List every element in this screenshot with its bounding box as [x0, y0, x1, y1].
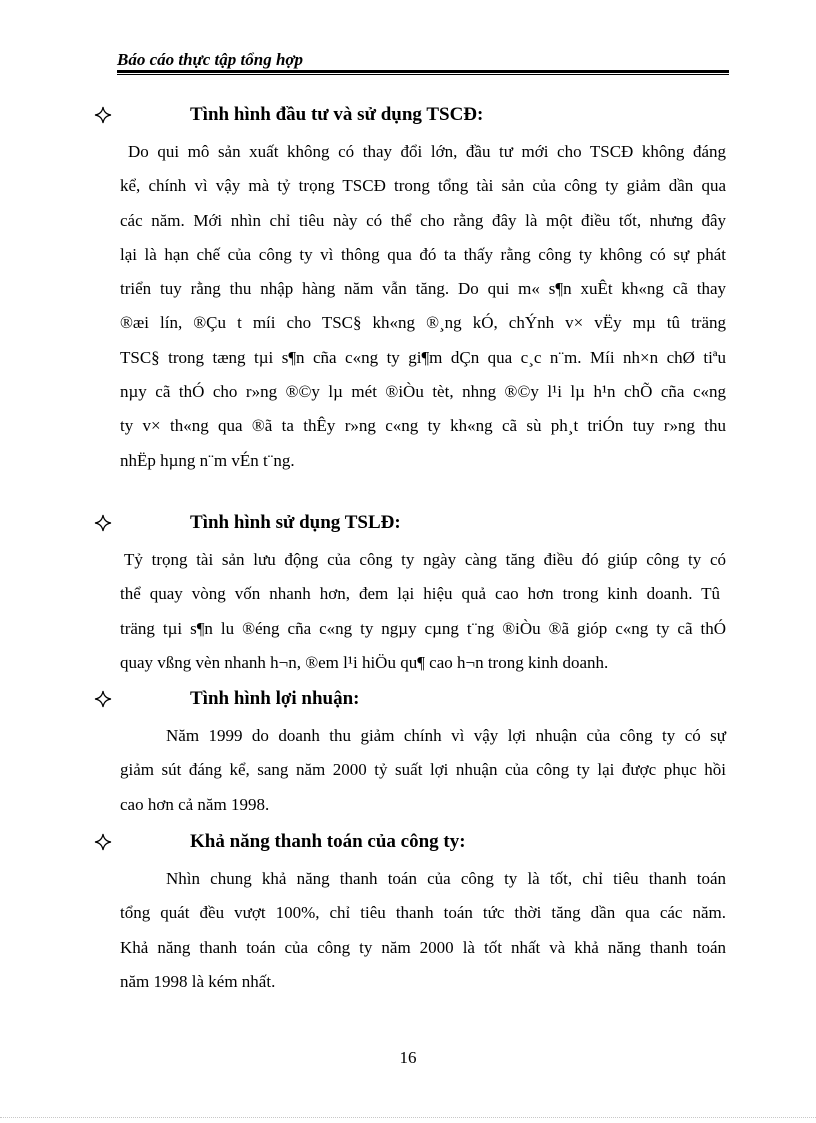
section-body-profit: [120, 719, 726, 822]
body-line: TSC§ trong tæng tµi s¶n cña c«ng ty gi¶m dÇn qua c¸c n¨m. Míi nh×n chØ tiªu: [120, 347, 726, 367]
body-line: nhËp hµng n¨m vÉn t¨ng.: [120, 450, 295, 470]
section-heading: [0, 829, 816, 857]
body-line: thể quay vòng vốn nhanh hơn, đem lại hiệu quả cao hơn trong kinh doanh. Tû: [120, 584, 720, 604]
diamond-bullet-icon: [94, 690, 112, 708]
body-line: nµy cã thÓ cho r»ng ®©y lµ mét ®iÒu tèt, nhng ®©y l¹i lµ h¹n chÕ cña c«ng: [120, 382, 726, 402]
diamond-bullet-icon: [94, 514, 112, 532]
body-line: ty v× th«ng qua ®ã ta thÊy r»ng c«ng ty kh«ng cã sù ph¸t triÓn tuy r»ng thu: [120, 416, 726, 436]
section-title: Tình hình lợi nhuận:: [190, 688, 360, 709]
page-bottom-edge: [0, 1117, 816, 1118]
header-rule: [117, 70, 729, 73]
body-line: kể, chính vì vậy mà tỷ trọng TSCĐ trong tổng tài sản của công ty giảm dần qua: [120, 176, 726, 196]
section-heading: [0, 102, 816, 130]
body-line: các năm. Mới nhìn chỉ tiêu này có thể cho rằng đây là một điều tốt, nhưng đây: [120, 210, 726, 230]
section-title: Tình hình đầu tư và sử dụng TSCĐ:: [190, 104, 484, 125]
header-rule-thin: [117, 74, 729, 75]
section-title: Tình hình sử dụng TSLĐ:: [190, 512, 401, 533]
body-line: lại là hạn chế của công ty vì thông qua đó ta thấy rằng công ty không có sự phát: [120, 244, 726, 264]
body-line: Do qui mô sản xuất không có thay đổi lớn, đầu tư mới cho TSCĐ không đáng: [128, 142, 726, 161]
body-line: giảm sút đáng kể, sang năm 2000 tỷ suất lợi nhuận của công ty lại được phục hồi: [120, 760, 726, 780]
body-line: triển tuy rằng thu nhập hàng năm vẫn tăng. Do qui m« s¶n xuÊt kh«ng cã thay: [120, 279, 726, 299]
body-line: Nhìn chung khả năng thanh toán của công ty là tốt, chỉ tiêu thanh toán: [166, 869, 726, 888]
page-number: 16: [399, 1048, 417, 1067]
body-line: Tỷ trọng tài sản lưu động của công ty ngày càng tăng điều đó giúp công ty có: [124, 550, 726, 569]
section-profit: [0, 686, 816, 714]
page-header: [117, 50, 729, 75]
header-title: Báo cáo thực tập tổng hợp: [117, 50, 304, 69]
section-body-current-assets: [120, 543, 726, 680]
section-body-fixed-assets: [120, 135, 726, 478]
body-line: cao hơn cả năm 1998.: [120, 794, 270, 814]
section-title: Khả năng thanh toán của công ty:: [190, 831, 466, 852]
section-heading: [0, 686, 816, 714]
body-line: năm 1998 là kém nhất.: [120, 971, 276, 991]
section-solvency: [0, 829, 816, 857]
section-heading: [0, 510, 816, 538]
body-line: ®æi lín, ®Çu t míi cho TSC§ kh«ng ®¸ng kÓ, chÝnh v× vËy mµ tû träng: [120, 313, 726, 333]
body-line: quay vßng vèn nhanh h¬n, ®em l¹i hiÖu qu¶ cao h¬n trong kinh doanh.: [120, 652, 609, 672]
body-line: tổng quát đều vượt 100%, chỉ tiêu thanh toán tức thời tăng dần qua các năm.: [120, 903, 726, 923]
section-fixed-assets: [0, 102, 816, 130]
section-current-assets: [0, 510, 816, 538]
section-body-solvency: [120, 862, 726, 999]
body-line: Khả năng thanh toán của công ty năm 2000 là tốt nhất và khả năng thanh toán: [120, 937, 726, 957]
diamond-bullet-icon: [94, 833, 112, 851]
diamond-bullet-icon: [94, 106, 112, 124]
body-line: Năm 1999 do doanh thu giảm chính vì vậy lợi nhuận của công ty có sự: [166, 726, 726, 745]
body-line: träng tµi s¶n lu ®éng cña c«ng ty ngµy cµng t¨ng ®iÒu ®ã gióp c«ng ty cã thÓ: [120, 618, 726, 638]
